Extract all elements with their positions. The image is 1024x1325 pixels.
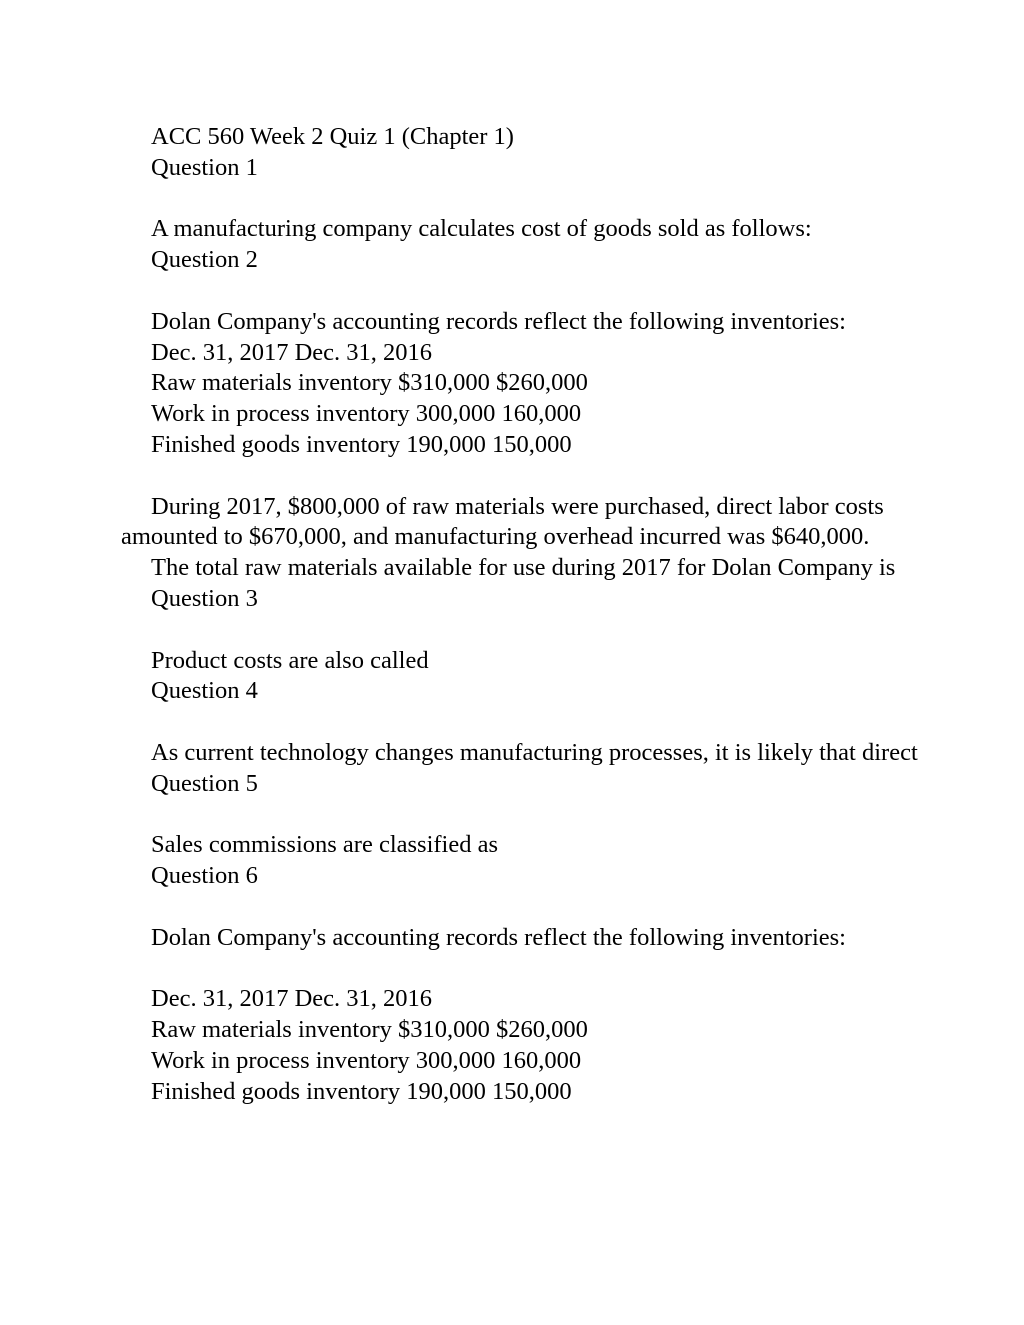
question-6-table-row: Raw materials inventory $310,000 $260,000	[151, 1016, 588, 1044]
question-3-text: Product costs are also called	[151, 646, 429, 674]
question-5-text: Sales commissions are classified as	[151, 831, 499, 859]
question-2-details: During 2017, $800,000 of raw materials were purchased, direct labor costs amounted to $670,000, and manufacturing overhead incurred was $640,000.	[121, 492, 890, 551]
question-4-text: As current technology changes manufacturing processes, it is likely that direct	[151, 738, 918, 766]
blank-line	[121, 276, 921, 307]
question-2-prompt: The total raw materials available for use during 2017 for Dolan Company is	[151, 554, 896, 582]
question-2-intro: Dolan Company's accounting records reflect the following inventories:	[151, 307, 846, 335]
question-3-label: Question 3	[151, 584, 258, 612]
question-2-table-row: Raw materials inventory $310,000 $260,000	[151, 369, 588, 397]
question-2-table-header: Dec. 31, 2017 Dec. 31, 2016	[151, 338, 433, 366]
blank-line	[121, 800, 921, 831]
question-6-label: Question 6	[151, 862, 258, 890]
blank-line	[121, 615, 921, 646]
question-6-intro: Dolan Company's accounting records reflect the following inventories:	[151, 923, 846, 951]
question-4-label: Question 4	[151, 677, 258, 705]
document-body	[121, 122, 921, 1108]
blank-line	[121, 892, 921, 923]
question-5-label: Question 5	[151, 769, 258, 797]
question-6-table-header: Dec. 31, 2017 Dec. 31, 2016	[151, 985, 433, 1013]
question-1-label: Question 1	[151, 153, 258, 181]
blank-line	[121, 954, 921, 985]
document-title: ACC 560 Week 2 Quiz 1 (Chapter 1)	[151, 123, 514, 150]
blank-line	[121, 461, 921, 492]
question-2-table-row: Finished goods inventory 190,000 150,000	[151, 430, 572, 458]
question-1-text: A manufacturing company calculates cost of goods sold as follows:	[151, 215, 812, 243]
question-2-table-row: Work in process inventory 300,000 160,000	[151, 400, 582, 428]
question-6-table-row: Work in process inventory 300,000 160,000	[151, 1046, 582, 1074]
blank-line	[121, 184, 921, 215]
question-2-label: Question 2	[151, 246, 258, 274]
question-6-table-row: Finished goods inventory 190,000 150,000	[151, 1077, 572, 1105]
blank-line	[121, 707, 921, 738]
